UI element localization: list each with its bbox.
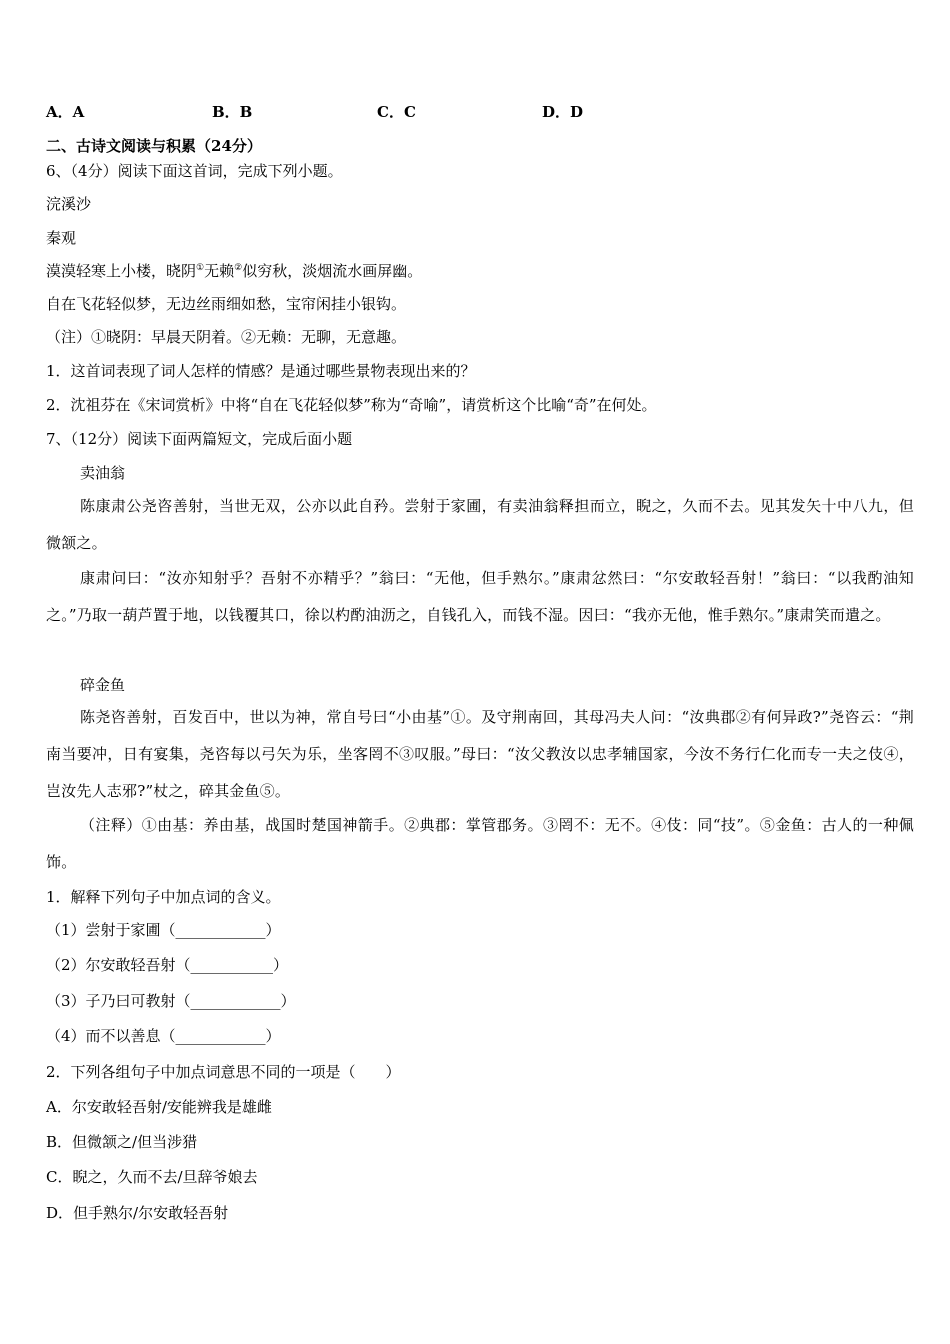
poet-name: 秦观 xyxy=(46,229,77,247)
q7-sub2-option-b: B．但微颔之/但当涉猎 xyxy=(46,1133,198,1151)
poem-line-1-part-a: 漠漠轻寒上小楼，晓阴 xyxy=(46,262,197,280)
q7-sub2: 2．下列各组句子中加点词意思不同的一项是（ ） xyxy=(46,1063,401,1081)
text2-paragraph-1: 陈尧咨善射，百发百中，世以为神，常自号曰“小由基”①。及守荆南回，其母冯夫人问：“汝典郡②有何异政?”尧咨云：“荆南当要冲，日有宴集，尧咨每以弓矢为乐，坐客罔不③叹服。”母曰：“汝父教汝以忠孝辅国家，今汝不务行仁化而专一夫之伎④，岂汝先人志邪?”杖之，碎其金鱼⑤。 xyxy=(46,708,914,800)
poem-line-1 xyxy=(46,261,422,281)
q6-intro: 6、（4分）阅读下面这首词，完成下列小题。 xyxy=(46,162,343,180)
q7-sub2-option-a: A．尔安敢轻吾射/安能辨我是雄雌 xyxy=(46,1098,272,1116)
section-title: 二、古诗文阅读与积累（24分） xyxy=(46,137,262,155)
footnote-mark-2: ② xyxy=(234,263,243,273)
option-b: B．B xyxy=(212,103,253,121)
q7-sub1-item-4: （4）而不以善息（____________） xyxy=(46,1027,281,1045)
text2-title: 碎金鱼 xyxy=(80,676,126,694)
q6-sub2: 2．沈祖芬在《宋词赏析》中将“自在飞花轻似梦”称为“奇喻”，请赏析这个比喻“奇”在何处。 xyxy=(46,396,657,414)
q7-sub1-item-3: （3）子乃曰可教射（____________） xyxy=(46,992,296,1010)
q7-sub1-item-1: （1）尝射于家圃（____________） xyxy=(46,921,281,939)
q6-sub1: 1．这首词表现了词人怎样的情感？是通过哪些景物表现出来的？ xyxy=(46,362,476,380)
poem-title: 浣溪沙 xyxy=(46,195,92,213)
q7-sub2-option-c: C．睨之，久而不去/旦辞爷娘去 xyxy=(46,1168,258,1186)
poem-line-1-part-b: 无赖 xyxy=(204,262,235,280)
text1-paragraph-1: 陈康肃公尧咨善射，当世无双，公亦以此自矜。尝射于家圃，有卖油翁释担而立，睨之，久而不去。见其发矢十中八九，但微颔之。 xyxy=(46,497,914,552)
option-c: C．C xyxy=(377,103,416,121)
text1-paragraph-2: 康肃问曰：“汝亦知射乎？吾射不亦精乎？”翁曰：“无他，但手熟尔。”康肃忿然曰：“尔安敢轻吾射！”翁曰：“以我酌油知之。”乃取一葫芦置于地，以钱覆其口，徐以杓酌油沥之，自钱孔入，而钱不湿。因曰：“我亦无他，惟手熟尔。”康肃笑而遣之。 xyxy=(46,569,914,624)
q7-intro: 7、（12分）阅读下面两篇短文，完成后面小题 xyxy=(46,430,353,448)
poem-line-1-part-c: 似穷秋，淡烟流水画屏幽。 xyxy=(242,262,423,280)
text2-note: （注释）①由基：养由基，战国时楚国神箭手。②典郡：掌管郡务。③罔不：无不。④伎：同“技”。⑤金鱼：古人的一种佩饰。 xyxy=(46,816,914,871)
option-d: D．D xyxy=(542,103,584,121)
option-a: A．A xyxy=(46,103,85,121)
q7-sub1: 1．解释下列句子中加点词的含义。 xyxy=(46,888,281,906)
q7-sub1-item-2: （2）尔安敢轻吾射（___________） xyxy=(46,956,289,974)
poem-note: （注）①晓阴：早晨天阴着。②无赖：无聊，无意趣。 xyxy=(46,328,407,346)
answer-options-row xyxy=(46,101,746,123)
poem-line-2: 自在飞花轻似梦，无边丝雨细如愁，宝帘闲挂小银钩。 xyxy=(46,295,407,313)
footnote-mark-1: ① xyxy=(196,263,205,273)
text1-title: 卖油翁 xyxy=(80,464,126,482)
q7-sub2-option-d: D．但手熟尔/尔安敢轻吾射 xyxy=(46,1204,229,1222)
